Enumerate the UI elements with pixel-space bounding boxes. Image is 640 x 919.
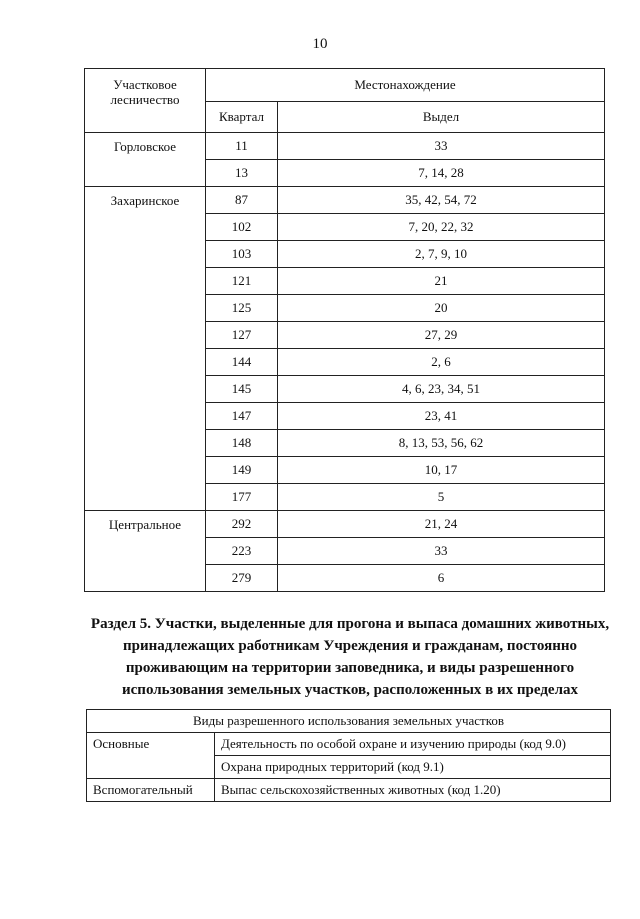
quarter-cell: 103 — [206, 241, 278, 268]
table-title-row — [87, 710, 611, 733]
allotment-cell: 7, 20, 22, 32 — [278, 214, 605, 241]
table-row — [85, 133, 605, 160]
quarter-cell: 147 — [206, 403, 278, 430]
allotment-cell: 33 — [278, 538, 605, 565]
allotment-cell: 2, 7, 9, 10 — [278, 241, 605, 268]
aux-item: Выпас сельскохозяйственных животных (код 1.20) — [215, 779, 611, 802]
allotment-cell: 10, 17 — [278, 457, 605, 484]
allotment-cell: 23, 41 — [278, 403, 605, 430]
quarter-cell: 11 — [206, 133, 278, 160]
header-quarter: Квартал — [206, 102, 278, 133]
allotment-cell: 2, 6 — [278, 349, 605, 376]
allotment-cell: 6 — [278, 565, 605, 592]
table-row — [85, 187, 605, 214]
table-row — [87, 733, 611, 756]
section5-heading — [60, 613, 640, 701]
page-number: 10 — [312, 36, 328, 52]
quarter-cell: 144 — [206, 349, 278, 376]
quarter-cell: 13 — [206, 160, 278, 187]
allotment-cell: 8, 13, 53, 56, 62 — [278, 430, 605, 457]
heading-line: Раздел 5. Участки, выделенные для прогона и выпаса домашних животных, — [90, 616, 610, 632]
allotment-cell: 20 — [278, 295, 605, 322]
land-use-table — [86, 709, 611, 802]
quarter-cell: 121 — [206, 268, 278, 295]
table-header-row — [85, 69, 605, 102]
quarter-cell: 149 — [206, 457, 278, 484]
quarter-cell: 125 — [206, 295, 278, 322]
quarter-cell: 223 — [206, 538, 278, 565]
aux-label: Вспомогательный — [87, 779, 215, 802]
quarter-cell: 145 — [206, 376, 278, 403]
forestry-name: Захаринское — [85, 187, 206, 511]
quarter-cell: 87 — [206, 187, 278, 214]
heading-line: принадлежащих работникам Учреждения и гражданам, постоянно — [122, 638, 578, 654]
main-label: Основные — [87, 733, 215, 779]
table-row — [85, 511, 605, 538]
forestry-name: Центральное — [85, 511, 206, 592]
allotment-cell: 7, 14, 28 — [278, 160, 605, 187]
allotment-cell: 21 — [278, 268, 605, 295]
forest-location-table — [84, 68, 605, 592]
quarter-cell: 177 — [206, 484, 278, 511]
forestry-name: Горловское — [85, 133, 206, 187]
quarter-cell: 292 — [206, 511, 278, 538]
land-use-title: Виды разрешенного использования земельных участков — [87, 710, 611, 733]
allotment-cell: 21, 24 — [278, 511, 605, 538]
quarter-cell: 148 — [206, 430, 278, 457]
main-item: Охрана природных территорий (код 9.1) — [215, 756, 611, 779]
allotment-cell: 35, 42, 54, 72 — [278, 187, 605, 214]
main-item: Деятельность по особой охране и изучению природы (код 9.0) — [215, 733, 611, 756]
allotment-cell: 4, 6, 23, 34, 51 — [278, 376, 605, 403]
header-forestry: Участковое лесничество — [85, 69, 206, 133]
heading-line: использования земельных участков, расположенных в их пределах — [122, 682, 578, 698]
header-location: Местонахождение — [206, 69, 605, 102]
quarter-cell: 127 — [206, 322, 278, 349]
header-allotment: Выдел — [278, 102, 605, 133]
allotment-cell: 5 — [278, 484, 605, 511]
table-row — [87, 779, 611, 802]
quarter-cell: 102 — [206, 214, 278, 241]
allotment-cell: 33 — [278, 133, 605, 160]
heading-line: проживающим на территории заповедника, и виды разрешенного — [125, 660, 575, 676]
allotment-cell: 27, 29 — [278, 322, 605, 349]
quarter-cell: 279 — [206, 565, 278, 592]
